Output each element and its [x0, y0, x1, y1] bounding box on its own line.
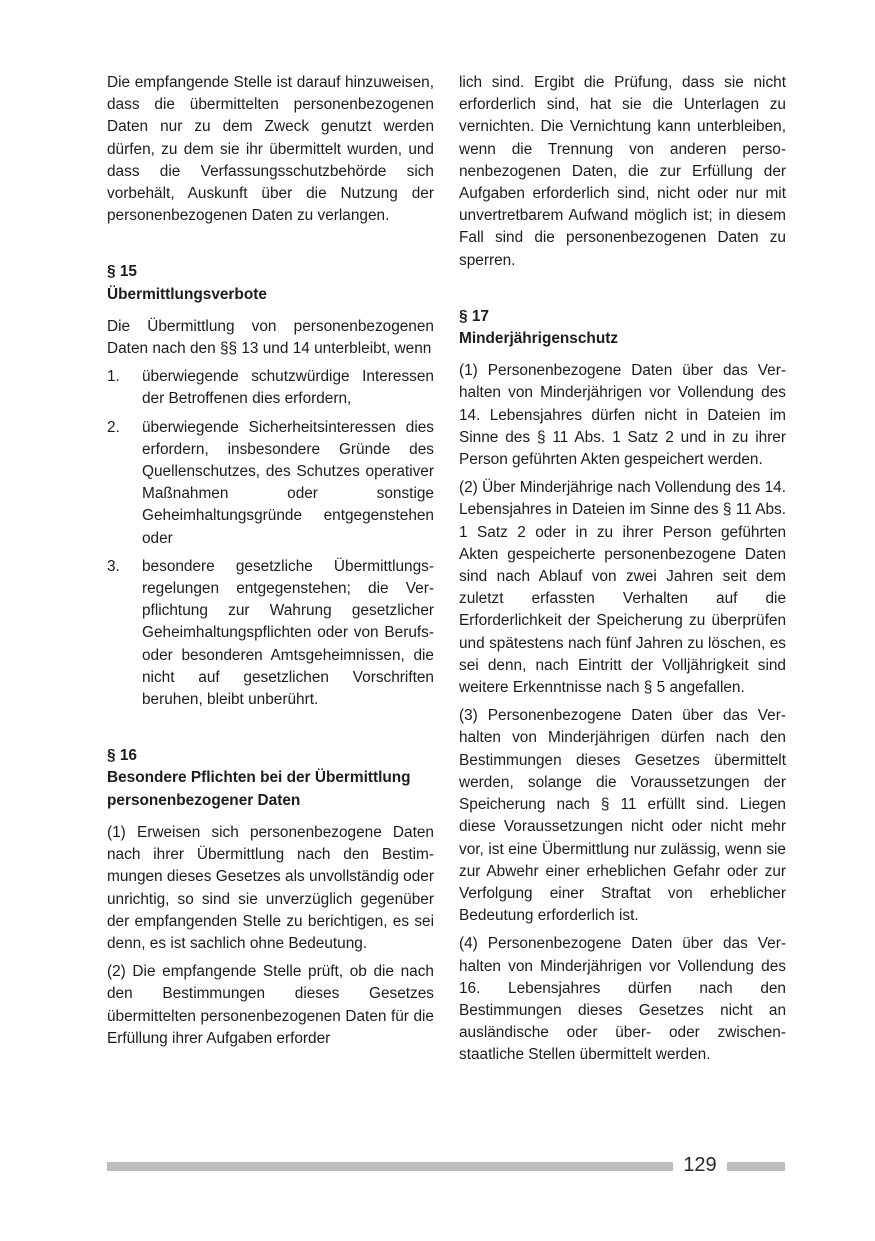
section-16-number: § 16	[107, 747, 137, 765]
section-17-paragraph-2: (2) Über Minderjährige nach Vollendung des 14. Lebensjahres in Dateien im Sinne des § 11 Abs. 1 Satz 2 oder in zu ihrer Person geführten Akten gespeicherte personenbezogene Daten sind nach Ablauf von zwei Jahren seit dem zuletzt erfassten Verhalten auf die Erforderlichkeit der Speicherung zu überprüfen und spätestens nach fünf Jahren zu löschen, es sei denn, nach Eintritt der Volljährigkeit sind weitere Erkenntnisse nach § 5 angefallen.	[459, 479, 786, 697]
section-16-paragraph-2: (2) Die empfangende Stelle prüft, ob die nach den Bestimmungen dieses Gesetzes übermittelten personenbezogenen Daten für die Erfüllung ihrer Aufgaben erforder	[107, 963, 434, 1047]
section-17-paragraph-4: (4) Personenbezogene Daten über das Verhalten von Minderjährigen vor Vollendung des 16. Lebensjahres dürfen nach den Bestimmungen dieses Gesetzes nicht an ausländische oder über- oder zwischenstaatliche Stellen übermittelt werden.	[459, 935, 786, 1064]
section-15-list	[107, 366, 434, 711]
page-number: 129	[683, 1154, 717, 1176]
list-item	[107, 556, 434, 711]
section-16-title: Besondere Pflichten bei der Übermittlung personenbezogener Daten	[107, 769, 411, 809]
list-item-text: überwiegende schutzwürdige Interessen der Betroffenen dies erfordern,	[142, 368, 434, 408]
list-item	[107, 366, 434, 410]
left-column	[107, 72, 434, 1056]
section-17-title: Minderjährigenschutz	[459, 330, 619, 348]
footer-rule-left	[107, 1162, 673, 1171]
section-17-paragraph-3: (3) Personenbezogene Daten über das Verhalten von Minderjährigen dürfen nach den Bestimmungen dieses Gesetzes übermittelt werden, solange die Voraussetzungen der Speicherung nach § 11 erfüllt sind. Liegen diese Voraussetzungen nicht oder nicht mehr vor, ist eine Übermittlung nur zulässig, wenn sie zur Abwehr einer erheblichen Gefahr oder zur Verfolgung einer Straftat von erheblicher Bedeutung erforderlich ist.	[459, 707, 786, 925]
list-item	[107, 417, 434, 550]
section-15-title: Übermittlungsverbote	[107, 285, 267, 303]
intro-paragraph: Die empfangende Stelle ist darauf hinzuweisen, dass die übermittelten personenbezogenen Daten nur zu dem Zweck genutzt werden dürfen, zu dem sie ihr übermittelt wurden, und dass die Verfassungsschutzbehörde sich vorbehält, Auskunft über die Nutzung der personenbezogenen Daten zu verlangen.	[107, 74, 434, 225]
section-15-lead: Die Übermittlung von personenbezogenen Daten nach den §§ 13 und 14 unterbleibt, wenn	[107, 317, 434, 358]
list-item-number: 1.	[107, 368, 120, 386]
right-column	[459, 72, 786, 1073]
section-17-paragraph-1: (1) Personenbezogene Daten über das Verhalten von Minderjährigen vor Vollendung des 14. Lebensjahres dürfen nicht in Dateien im Sinne des § 11 Abs. 1 Satz 2 und in zu ihrer Person geführten Akten gespeichert werden.	[459, 362, 786, 469]
section-15-number: § 15	[107, 263, 137, 281]
list-item-text: überwiegende Sicherheitsinteressen dies erfordern, insbesondere Gründe des Quellenschutzes, des Schutzes operativer Maßnahmen oder sonstige Geheimhaltungsgründe entgegenstehen oder	[142, 418, 434, 547]
list-item-text: besondere gesetzliche Übermittlungsregelungen entgegenstehen; die Verpflichtung zur Wahrung gesetzlicher Geheimhaltungspflichten oder von Berufs- oder besonderen Amtsgeheimnissen, die nicht auf gesetzlichen Vorschriften beruhen, bleibt unberührt.	[142, 557, 434, 709]
section-17-number: § 17	[459, 307, 489, 325]
list-item-number: 2.	[107, 418, 120, 436]
footer-rule-right	[727, 1162, 785, 1171]
section-16-continuation: lich sind. Ergibt die Prüfung, dass sie nicht erforderlich sind, hat sie die Unterlagen zu vernichten. Die Vernichtung kann unterbleiben, wenn die Trennung von anderen personenbezogenen Daten, die zur Erfüllung der Aufgaben erforderlich sind, nicht oder nur mit unvertretbarem Aufwand möglich ist; in diesem Fall sind die personenbezogenen Daten zu sperren.	[459, 74, 786, 269]
section-16-paragraph-1: (1) Erweisen sich personenbezogene Daten nach ihrer Übermittlung nach den Bestimmungen dieses Gesetzes als unvollständig oder unrichtig, so sind sie unverzüglich gegenüber der empfangenden Stelle zu berichtigen, es sei denn, es ist sachlich ohne Bedeutung.	[107, 823, 434, 952]
list-item-number: 3.	[107, 557, 120, 575]
